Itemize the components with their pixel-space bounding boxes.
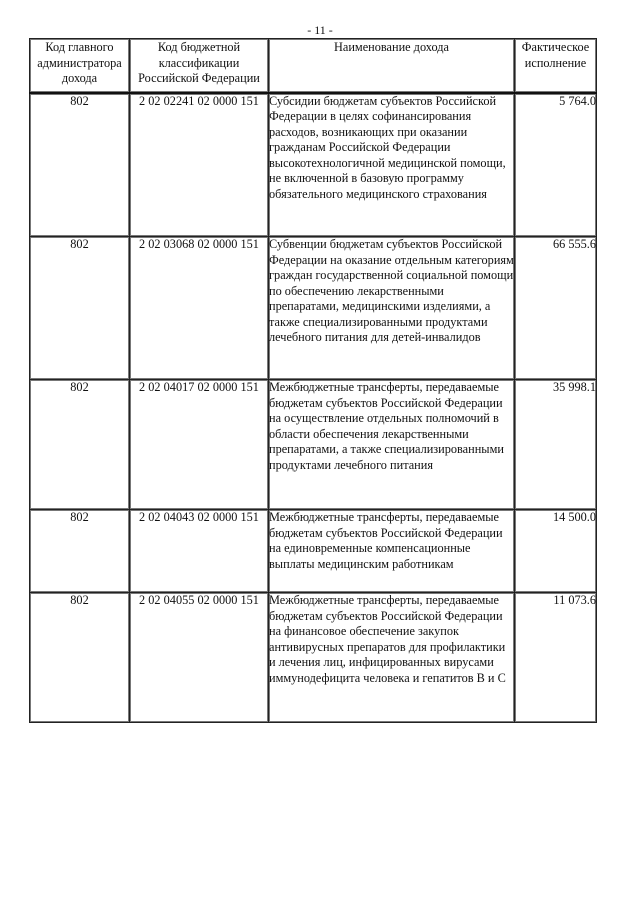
income-table (29, 38, 597, 723)
income-name-cell: Межбюджетные трансферты, передаваемые бюджетам субъектов Российской Федерации на единовременные компенсационные выплаты медицинским работникам (269, 510, 515, 593)
budget-code-cell: 2 02 04043 02 0000 151 (130, 510, 269, 593)
budget-code-cell: 2 02 03068 02 0000 151 (130, 237, 269, 380)
header-actual: Фактическое исполнение (515, 39, 597, 93)
table-row (30, 593, 597, 723)
admin-code-cell: 802 (30, 510, 130, 593)
budget-code-cell: 2 02 02241 02 0000 151 (130, 93, 269, 237)
header-income-name: Наименование дохода (269, 39, 515, 93)
income-name-cell: Межбюджетные трансферты, передаваемые бюджетам субъектов Российской Федерации на финансовое обеспечение закупок антивирусных препаратов для профилактики и лечения лиц, инфицированных вирусами иммунодефицита человека и гепатитов В и С (269, 593, 515, 723)
amount-cell: 66 555.6 (515, 237, 597, 380)
amount-cell: 11 073.6 (515, 593, 597, 723)
admin-code-cell: 802 (30, 380, 130, 510)
amount-cell: 35 998.1 (515, 380, 597, 510)
page-number: - 11 - (307, 23, 333, 37)
income-name-cell: Межбюджетные трансферты, передаваемые бюджетам субъектов Российской Федерации на осуществление отдельных полномочий в области обеспечения лекарственными препаратами, а также специализированными продуктами лечебного питания (269, 380, 515, 510)
income-name-cell: Субвенции бюджетам субъектов Российской Федерации на оказание отдельным категориям граждан государственной социальной помощи по обеспечению лекарственными препаратами, медицинскими изделиями, а также специализированными продуктами лечебного питания для детей-инвалидов (269, 237, 515, 380)
table-header-row (30, 39, 597, 93)
table-row (30, 237, 597, 380)
budget-code-cell: 2 02 04055 02 0000 151 (130, 593, 269, 723)
budget-code-cell: 2 02 04017 02 0000 151 (130, 380, 269, 510)
admin-code-cell: 802 (30, 237, 130, 380)
table-row (30, 93, 597, 237)
admin-code-cell: 802 (30, 593, 130, 723)
admin-code-cell: 802 (30, 93, 130, 237)
table-row (30, 510, 597, 593)
header-budget-code: Код бюджетной классификации Российской Федерации (130, 39, 269, 93)
income-name-cell: Субсидии бюджетам субъектов Российской Федерации в целях софинансирования расходов, возникающих при оказании гражданам Российской Федерации высокотехнологичной медицинской помощи, не включенной в базовую программу обязательного медицинского страхования (269, 93, 515, 237)
table-row (30, 380, 597, 510)
header-admin-code: Код главного администратора дохода (30, 39, 130, 93)
amount-cell: 5 764.0 (515, 93, 597, 237)
amount-cell: 14 500.0 (515, 510, 597, 593)
